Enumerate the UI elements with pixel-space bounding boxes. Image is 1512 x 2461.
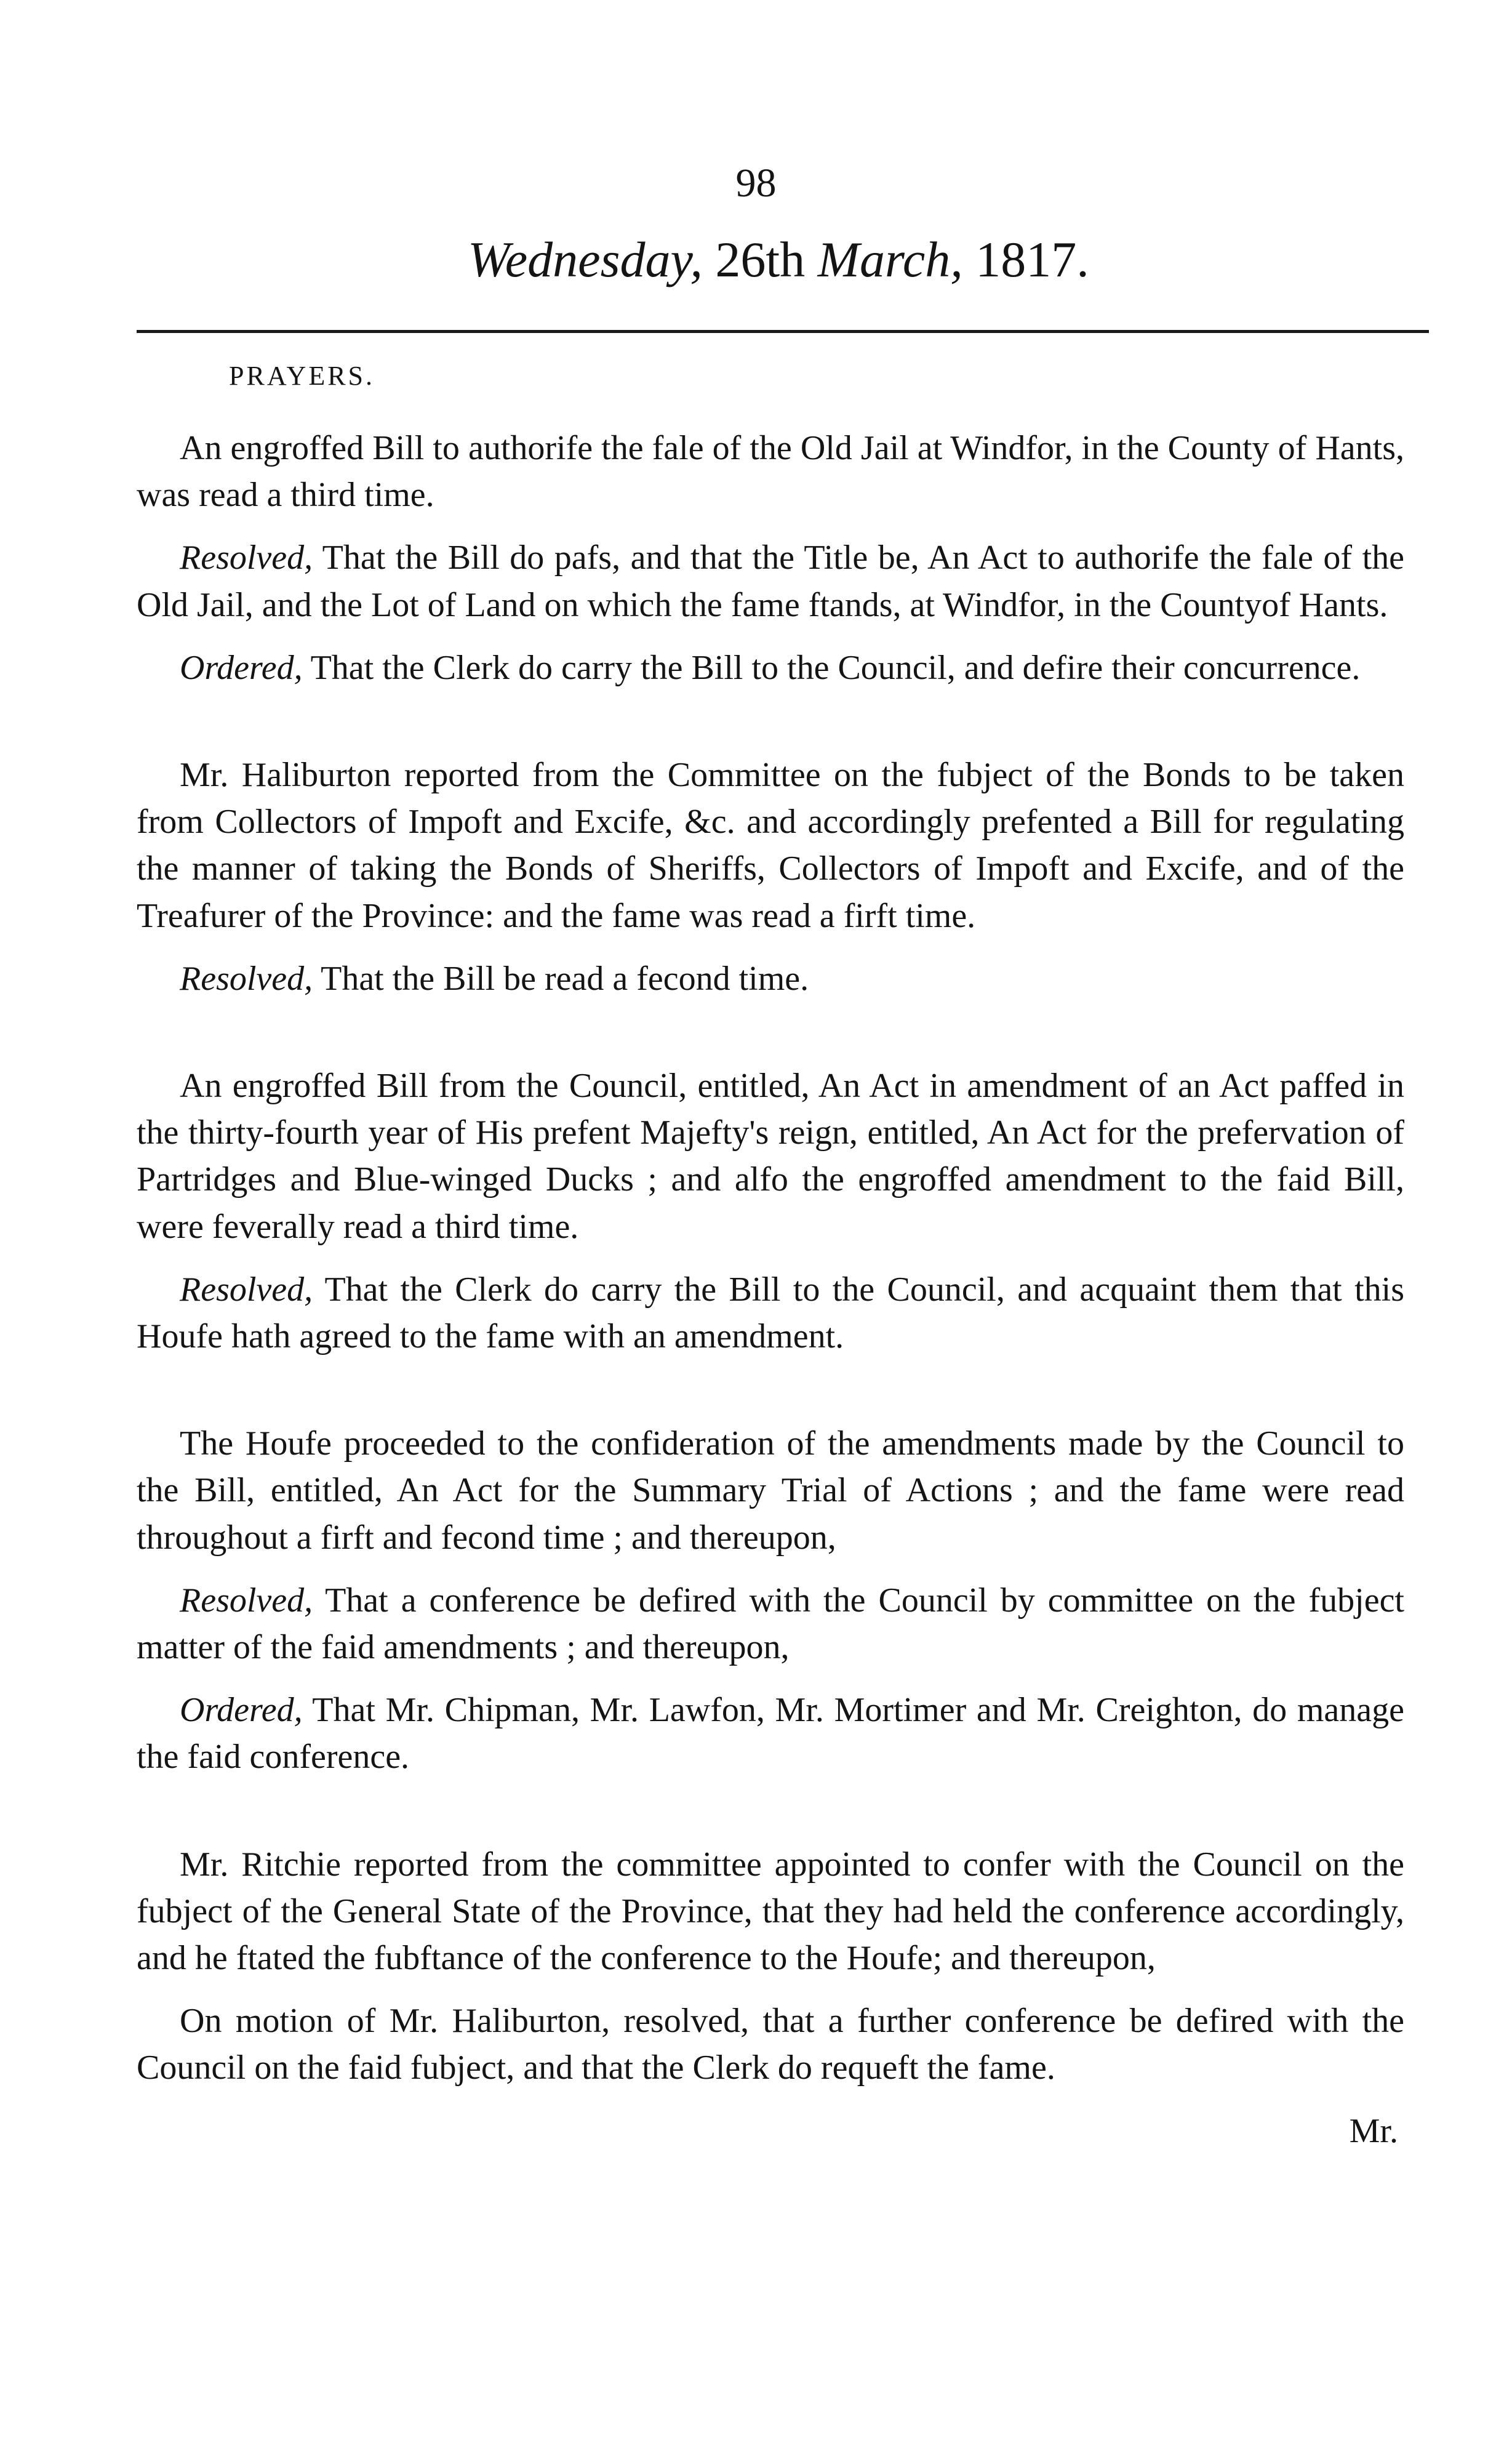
heading-year: 1817. [975, 231, 1089, 287]
paragraph [137, 955, 1404, 1002]
paragraph-text: Mr. Haliburton reported from the Committee on the fubject of the Bonds to be taken from Collectors of Impoft and Excife, &c. and accordingly prefented a Bill for regulating the manner of taking the Bonds of Sheriffs, Collectors of Impoft and Excife, and of the Treafurer of the Province: and the fame was read a firft time. [137, 756, 1404, 935]
paragraph [137, 644, 1404, 691]
paragraph-lead: Resolved, [180, 539, 313, 577]
paragraph-text: That Mr. Chipman, Mr. Lawfon, Mr. Mortimer and Mr. Creighton, do manage the faid conference. [137, 1691, 1404, 1776]
paragraph [137, 1266, 1404, 1360]
paragraph-text: That the Clerk do carry the Bill to the Council, and defire their concurrence. [302, 648, 1361, 687]
paragraph-text: Mr. Ritchie reported from the committee appointed to confer with the Council on the fubject of the General State of the Province, that they had held the conference accordingly, and he ftated the fubftance of the conference to the Houfe; and thereupon, [137, 1845, 1404, 1978]
heading-day: Wednesday, [468, 231, 703, 287]
paragraph-lead: Ordered, [180, 648, 303, 687]
paragraph-text: The Houfe proceeded to the confideration of the amendments made by the Council to the Bill, entitled, An Act for the Summary Trial of Actions ; and the fame were read throughout a firft and fecond time ; and thereupon, [137, 1424, 1404, 1557]
paragraph-text: An engroffed Bill from the Council, entitled, An Act in amendment of an Act paffed in the thirty-fourth year of His prefent Majefty's reign, entitled, An Act for the prefervation of Partridges and Blue-winged Ducks ; and alfo the engroffed amendment to the faid Bill, were feverally read a third time. [137, 1067, 1404, 1246]
paragraph [137, 425, 1404, 518]
paragraph-lead: Ordered, [180, 1691, 303, 1730]
paragraph-lead: Resolved, [180, 1581, 313, 1620]
heading-date: 26th [715, 231, 806, 287]
paragraph-lead: Resolved, [180, 959, 313, 998]
catchword: Mr. [1349, 2111, 1398, 2150]
page-number: 98 [735, 161, 777, 206]
paragraph [137, 1841, 1404, 1982]
paragraph-lead: Resolved, [180, 1270, 313, 1309]
paragraph-text: That the Clerk do carry the Bill to the Council, and acquaint them that this Houfe hath agreed to the fame with an amendment. [137, 1270, 1404, 1356]
paragraph [137, 534, 1404, 628]
prayers-label: PRAYERS. [229, 361, 375, 391]
paragraph [137, 1062, 1404, 1250]
paragraph [137, 1420, 1404, 1561]
paragraph [137, 1997, 1404, 2091]
paragraph [137, 752, 1404, 939]
heading-rule [137, 330, 1429, 333]
paragraph-text: That the Bill be read a fecond time. [313, 959, 809, 998]
journal-body [137, 425, 1404, 2154]
heading-month: March, [817, 231, 963, 287]
paragraph [137, 1687, 1404, 1780]
paragraph-text: That a conference be defired with the Council by committee on the fubject matter of the faid amendments ; and thereupon, [137, 1581, 1404, 1667]
date-heading [468, 229, 1089, 291]
paragraph-text: That the Bill do pafs, and that the Title be, An Act to authorife the fale of the Old Jail, and the Lot of Land on which the fame ftands, at Windfor, in the Countyof Hants. [137, 539, 1404, 624]
paragraph-text: On motion of Mr. Haliburton, resolved, that a further conference be defired with the Council on the faid fubject, and that the Clerk do requeft the fame. [137, 2002, 1404, 2087]
paragraph [137, 1577, 1404, 1671]
paragraph-text: An engroffed Bill to authorife the fale of the Old Jail at Windfor, in the County of Hants, was read a third time. [137, 429, 1404, 515]
